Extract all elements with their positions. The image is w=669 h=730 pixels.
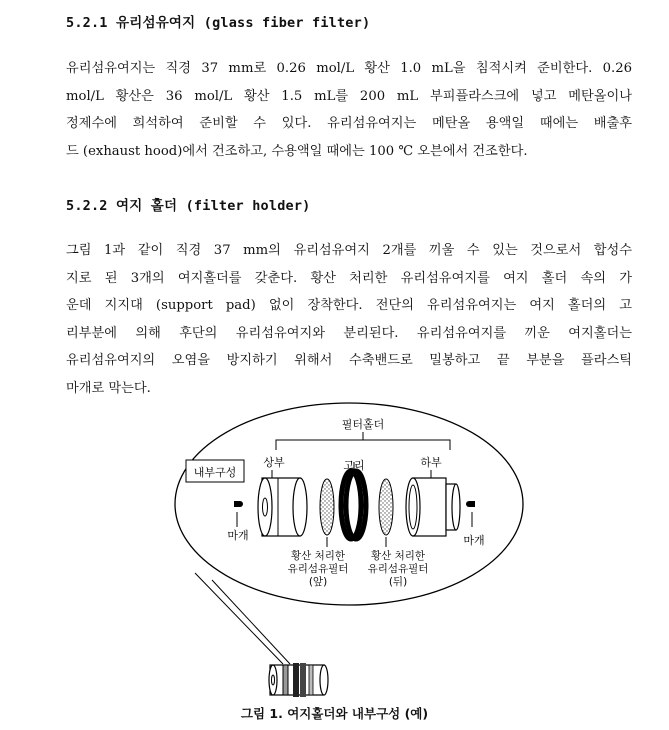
back-filter-label-2: 유리섬유필터 [367, 563, 429, 575]
paragraph-line: 운데 지지대 (support pad) 없이 장착한다. 전단의 유리섬유여지는 여지 홀더의 고 [66, 298, 632, 313]
paragraph-line: 유리섬유여지는 직경 37 mm로 0.26 mol/L 황산 1.0 mL을 침적시켜 준비한다. 0.26 [66, 61, 632, 76]
back-filter-label-3: (뒤) [388, 576, 408, 588]
back-filter-label-1: 황산 처리한 [370, 550, 426, 562]
inner-composition-label: 내부구성 [193, 466, 237, 479]
connector-line [195, 573, 283, 664]
right-cap-label: 마개 [463, 534, 485, 547]
ring-icon [341, 462, 366, 539]
paragraph-line: 그림 1과 같이 직경 37 mm의 유리섬유여지 2개를 끼울 수 있는 것으로서 합성수 [66, 243, 632, 258]
left-cap-icon [234, 501, 243, 527]
paragraph-line: 유리섬유여지의 오염을 방지하기 위해서 수축밴드로 밀봉하고 끝 부분을 플라스틱 [66, 353, 632, 368]
holder-label: 필터홀더 [341, 418, 385, 431]
paragraph-line: 정제수에 희석하여 준비할 수 있다. 유리섬유여지는 메탄올 용액일 때에는 배출후 [66, 116, 632, 131]
top-part-label: 상부 [263, 456, 285, 469]
figure-caption: 그림 1. 여지홀더와 내부구성 (예) [240, 706, 429, 721]
paragraph-line: 마개로 막는다. [66, 380, 151, 396]
front-filter-icon [320, 479, 334, 535]
front-filter-label-1: 황산 처리한 [290, 550, 346, 562]
ring-label: 고리 [343, 459, 365, 472]
bottom-part-icon [406, 470, 460, 536]
right-cap-icon [466, 501, 475, 527]
left-cap-label: 마개 [227, 529, 249, 542]
paragraph-line: mol/L 황산은 36 mol/L 황산 1.5 mL를 200 mL 부피플라스크에 넣고 메탄올이나 [66, 88, 632, 104]
assembled-holder-icon [269, 663, 328, 697]
connector-line [212, 580, 290, 664]
front-filter-label-3: (앞) [308, 576, 328, 588]
paragraph-line: 드 (exhaust hood)에서 건조하고, 수용액일 때에는 100 ℃ 오븐에서 건조한다. [66, 143, 528, 159]
section-heading-5-2-2: 5.2.2 여지 홀더 (filter holder) [66, 198, 311, 214]
front-filter-label-2: 유리섬유필터 [287, 563, 349, 575]
paragraph-line: 리부분에 의해 후단의 유리섬유여지와 분리된다. 유리섬유여지를 끼운 여지홀더는 [66, 325, 632, 341]
top-part-icon [258, 470, 307, 536]
bottom-part-label: 하부 [420, 456, 442, 469]
paragraph-line: 지로 된 3개의 여지홀더를 갖춘다. 황산 처리한 유리섬유여지를 여지 홀더 속의 가 [66, 270, 632, 286]
section-heading-5-2-1: 5.2.1 유리섬유여지 (glass fiber filter) [66, 15, 371, 31]
holder-bracket [276, 432, 450, 450]
back-filter-icon [379, 479, 393, 535]
